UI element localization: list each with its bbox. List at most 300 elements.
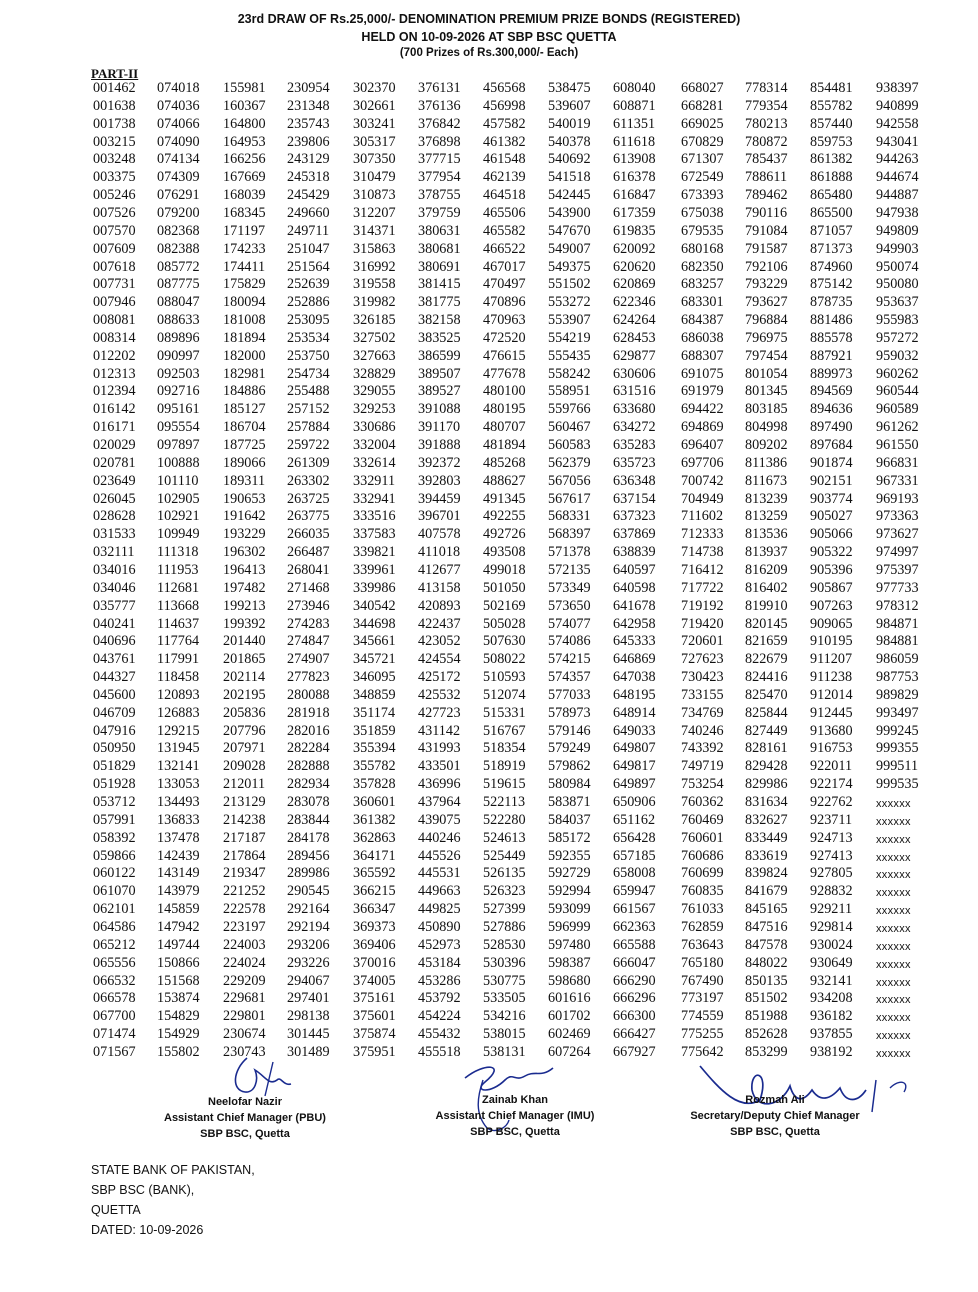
bond-number: 628453	[613, 329, 656, 346]
bond-number: 332614	[353, 454, 396, 471]
bond-number: 488627	[483, 472, 526, 489]
bond-number: 957272	[876, 329, 919, 346]
bond-number: 505028	[483, 615, 526, 632]
bond-number: 277823	[287, 669, 330, 686]
bond-number: 007731	[93, 276, 136, 293]
bond-number: 369373	[353, 918, 396, 935]
bond-number: 008314	[93, 329, 136, 346]
bond-number: 433501	[418, 758, 461, 775]
bond-number: 907263	[810, 597, 853, 614]
bond-number: 640598	[613, 579, 656, 596]
bond-number: 607264	[548, 1043, 591, 1060]
bond-number: 348859	[353, 686, 396, 703]
bond-number: 061070	[93, 883, 136, 900]
bond-number: 577033	[548, 686, 591, 703]
bond-number: 894569	[810, 383, 853, 400]
bond-number: 439075	[418, 811, 461, 828]
bond-number: 686038	[681, 329, 724, 346]
bond-number: 763643	[681, 936, 724, 953]
bond-number: 257884	[287, 419, 330, 436]
bond-number: 638839	[613, 544, 656, 561]
bond-number: 143149	[157, 865, 200, 882]
bond-number: 391888	[418, 437, 461, 453]
bond-number: 499018	[483, 561, 526, 578]
bond-number: 984871	[876, 615, 919, 632]
bond-number: 852628	[745, 1026, 788, 1043]
bond-number: 243129	[287, 151, 330, 168]
bond-number: 973363	[876, 508, 919, 525]
bond-number: 911238	[810, 669, 853, 686]
bond-number: 774559	[681, 1008, 724, 1025]
bond-number: 184886	[223, 383, 266, 400]
bond-number: 572135	[548, 561, 591, 578]
bond-number: 796884	[745, 312, 788, 329]
bond-number: 515331	[483, 704, 526, 721]
bond-number: 251047	[287, 240, 330, 257]
bond-number: 791587	[745, 240, 788, 257]
bond-number: 624264	[613, 312, 656, 329]
prize-description: (700 Prizes of Rs.300,000/- Each)	[399, 47, 579, 59]
bond-number: 553907	[548, 312, 591, 329]
bond-number: 534216	[483, 1008, 526, 1025]
bond-number: 905396	[810, 561, 853, 578]
bond-number: 637154	[613, 490, 656, 507]
bond-number: 191642	[223, 508, 266, 525]
bond-number: 543900	[548, 204, 591, 221]
bond-number: 558951	[548, 383, 591, 400]
bond-number: 155802	[157, 1043, 200, 1060]
bond-number: 821659	[745, 633, 788, 650]
bond-number: 583871	[548, 794, 591, 810]
bond-number: 977733	[876, 579, 919, 596]
bond-number: 328829	[353, 365, 396, 382]
bond-number: 559766	[548, 401, 591, 418]
bond-number: 431993	[418, 740, 461, 757]
bond-number: 673393	[681, 187, 724, 204]
bond-number: 833619	[745, 847, 788, 864]
bond-number: 154929	[157, 1026, 200, 1043]
bond-number: 961262	[876, 419, 919, 436]
bond-number: 542445	[548, 187, 591, 204]
bond-number: xxxxxx	[876, 869, 911, 882]
bond-number: 040696	[93, 633, 136, 650]
bond-number: 668027	[681, 80, 724, 96]
footer-date: DATED: 10-09-2026	[91, 1223, 204, 1237]
bond-number: 562379	[548, 454, 591, 471]
bond-number: 376136	[418, 97, 461, 114]
bond-number: 160367	[223, 97, 266, 114]
bond-number: 189066	[223, 454, 266, 471]
bond-number: 927805	[810, 865, 853, 882]
bond-number: 584037	[548, 811, 591, 828]
bond-number: 196302	[223, 544, 266, 561]
bond-number: 007526	[93, 204, 136, 221]
bond-number: 598387	[548, 954, 591, 971]
bond-number: 462139	[483, 169, 526, 186]
bond-number: 202114	[223, 669, 266, 686]
bond-number: 683257	[681, 276, 724, 293]
bond-number: 186704	[223, 419, 266, 436]
bond-number: 229681	[223, 990, 266, 1007]
bond-number: 164953	[223, 133, 266, 150]
bond-number: 961550	[876, 437, 919, 453]
bond-number: 282934	[287, 776, 330, 793]
bond-number: 847516	[745, 918, 788, 935]
bond-number: 804998	[745, 419, 788, 436]
bond-number: 937855	[810, 1026, 853, 1043]
bond-number: 470963	[483, 312, 526, 329]
bond-number: 012202	[93, 347, 136, 364]
bond-number: 760601	[681, 829, 724, 846]
bond-number: 457582	[483, 115, 526, 132]
bond-number: 608040	[613, 80, 656, 96]
bond-number: 327502	[353, 329, 396, 346]
bond-number: 001638	[93, 97, 136, 114]
bond-number: 850135	[745, 972, 788, 989]
bond-number: 134493	[157, 794, 200, 810]
bond-number: 294067	[287, 972, 330, 989]
bond-number: 480707	[483, 419, 526, 436]
bond-number: 396701	[418, 508, 461, 525]
bond-number: 666290	[613, 972, 656, 989]
bond-number: 897684	[810, 437, 853, 453]
bond-number: 129215	[157, 722, 200, 739]
bond-number: 825470	[745, 686, 788, 703]
bond-number: 922174	[810, 776, 853, 793]
bond-number: 717722	[681, 579, 724, 596]
bond-number: 411018	[418, 544, 461, 561]
bond-number: 412677	[418, 561, 461, 578]
bond-number: 058392	[93, 829, 136, 846]
bond-number: 377715	[418, 151, 461, 168]
bond-number: 281918	[287, 704, 330, 721]
bond-number: 502169	[483, 597, 526, 614]
bond-number: 761033	[681, 901, 724, 918]
bond-number: 540692	[548, 151, 591, 168]
bond-number: 392372	[418, 454, 461, 471]
bond-number: 282016	[287, 722, 330, 739]
bond-number: 555435	[548, 347, 591, 364]
bond-number: 235743	[287, 115, 330, 132]
bond-number: 381775	[418, 294, 461, 311]
bond-number: 512074	[483, 686, 526, 703]
bond-number: 950074	[876, 258, 919, 275]
bond-number: 050950	[93, 740, 136, 757]
bond-number: 712333	[681, 526, 724, 543]
bond-number: 427723	[418, 704, 461, 721]
bond-number: 749719	[681, 758, 724, 775]
bond-number: 181008	[223, 312, 266, 329]
bond-number: 174233	[223, 240, 266, 257]
bond-number: 224003	[223, 936, 266, 953]
bond-number: 284178	[287, 829, 330, 846]
bond-number: 765180	[681, 954, 724, 971]
bond-number: 912445	[810, 704, 853, 721]
bond-number: 111318	[157, 544, 199, 561]
bond-number: 477678	[483, 365, 526, 382]
bond-number: 229209	[223, 972, 266, 989]
bond-number: 193229	[223, 526, 266, 543]
bond-number: 661567	[613, 901, 656, 918]
bond-number: 938192	[810, 1043, 853, 1060]
bond-number: 993497	[876, 704, 919, 721]
bond-number: 762859	[681, 918, 724, 935]
bond-number: 950080	[876, 276, 919, 293]
bond-number: 816209	[745, 561, 788, 578]
bond-number: 307350	[353, 151, 396, 168]
bond-number: xxxxxx	[876, 1012, 911, 1025]
bond-number: 716412	[681, 561, 724, 578]
bond-number: 611351	[613, 115, 656, 132]
bond-number: 377954	[418, 169, 461, 186]
bond-number: 944263	[876, 151, 919, 168]
bond-number: 166256	[223, 151, 266, 168]
bond-number: 616847	[613, 187, 656, 204]
bond-number: 292164	[287, 901, 330, 918]
bond-number: 375161	[353, 990, 396, 1007]
bond-number: 221252	[223, 883, 266, 900]
bond-number: 151568	[157, 972, 200, 989]
bond-number: 379759	[418, 204, 461, 221]
bond-number: 922011	[810, 758, 853, 775]
bond-number: 959032	[876, 347, 919, 364]
bond-number: 361382	[353, 811, 396, 828]
bond-number: 449663	[418, 883, 461, 900]
bond-number: 519615	[483, 776, 526, 793]
bond-number: 902151	[810, 472, 853, 489]
bond-number: 648195	[613, 686, 656, 703]
bond-number: 164800	[223, 115, 266, 132]
bond-number: 035777	[93, 597, 136, 614]
bond-number: 541518	[548, 169, 591, 186]
bond-number: 374005	[353, 972, 396, 989]
bond-number: 062101	[93, 901, 136, 918]
bond-number: 339986	[353, 579, 396, 596]
bond-number: 082388	[157, 240, 200, 257]
bond-number: 601616	[548, 990, 591, 1007]
bond-number: 568397	[548, 526, 591, 543]
bond-number: 649033	[613, 722, 656, 739]
bond-number: 592355	[548, 847, 591, 864]
issuer-footer	[91, 1160, 255, 1240]
bond-number: 944887	[876, 187, 919, 204]
bond-number: 778314	[745, 80, 788, 96]
bond-number: 760835	[681, 883, 724, 900]
bond-number: 254734	[287, 365, 330, 382]
signatory-3-title: Secretary/Deputy Chief Manager	[690, 1110, 860, 1122]
footer-bank-name: STATE BANK OF PAKISTAN,	[91, 1163, 255, 1177]
bond-number: 999245	[876, 722, 919, 739]
bond-number: 960589	[876, 401, 919, 418]
bond-number: 282284	[287, 740, 330, 757]
bond-number: 924713	[810, 829, 853, 846]
bond-number: 280088	[287, 686, 330, 703]
bond-number: 365592	[353, 865, 396, 882]
bond-number: 859753	[810, 133, 853, 150]
bond-number: 345661	[353, 633, 396, 650]
bond-number: 944674	[876, 169, 919, 186]
bond-number: 305317	[353, 133, 396, 150]
bond-number: 793229	[745, 276, 788, 293]
bond-number: 087775	[157, 276, 200, 293]
bond-number: 351859	[353, 722, 396, 739]
bond-number: 453184	[418, 954, 461, 971]
bond-number: 145859	[157, 901, 200, 918]
bond-number: 330686	[353, 419, 396, 436]
bond-number: 853299	[745, 1043, 788, 1060]
bond-number: 466522	[483, 240, 526, 257]
bond-number: 464518	[483, 187, 526, 204]
bond-number: 558242	[548, 365, 591, 382]
bond-number: 310479	[353, 169, 396, 186]
bond-number: 841679	[745, 883, 788, 900]
bond-number: 878735	[810, 294, 853, 311]
bond-number: 811386	[745, 454, 788, 471]
bond-number: 095554	[157, 419, 200, 436]
bond-number: 455432	[418, 1026, 461, 1043]
bond-number: 375951	[353, 1043, 396, 1060]
bond-number: 538475	[548, 80, 591, 96]
signature-1-mark	[225, 1050, 300, 1100]
bond-number: 332004	[353, 437, 396, 453]
bond-number: 540378	[548, 133, 591, 150]
bond-number: 525449	[483, 847, 526, 864]
bond-number: 182981	[223, 365, 266, 382]
bond-number: 132141	[157, 758, 200, 775]
bond-number: 942558	[876, 115, 919, 132]
bond-number: 813239	[745, 490, 788, 507]
bond-number: 366215	[353, 883, 396, 900]
bond-number: 100888	[157, 454, 200, 471]
bond-number: 057991	[93, 811, 136, 828]
bond-number: 133053	[157, 776, 200, 793]
bond-number: xxxxxx	[876, 994, 911, 1007]
bond-number: 274847	[287, 633, 330, 650]
bond-number: 492726	[483, 526, 526, 543]
bond-number: 472520	[483, 329, 526, 346]
bond-number: 666300	[613, 1008, 656, 1025]
bond-number: 312207	[353, 204, 396, 221]
bond-number: 436996	[418, 776, 461, 793]
bond-number: 362863	[353, 829, 396, 846]
bond-number: 553272	[548, 294, 591, 311]
bond-number: 101110	[157, 472, 199, 489]
bond-number: 797454	[745, 347, 788, 364]
bond-number: 647038	[613, 669, 656, 686]
bond-number: 259722	[287, 437, 330, 453]
bond-number: 249660	[287, 204, 330, 221]
bond-number: 209028	[223, 758, 266, 775]
bond-number: 476615	[483, 347, 526, 364]
signatory-2-title: Assistant Chief Manager (IMU)	[435, 1110, 595, 1122]
bond-number: 088047	[157, 294, 200, 311]
bond-number: 801054	[745, 365, 788, 382]
bond-number: 155981	[223, 80, 266, 96]
bond-number: 671307	[681, 151, 724, 168]
bond-number: 150866	[157, 954, 200, 971]
bond-number: 167669	[223, 169, 266, 186]
bond-number: 213129	[223, 794, 266, 810]
bond-number: 516767	[483, 722, 526, 739]
bond-number: 986059	[876, 651, 919, 668]
bond-number: 579146	[548, 722, 591, 739]
bond-number: 711602	[681, 508, 724, 525]
bond-number: 580984	[548, 776, 591, 793]
bond-number: 112681	[157, 579, 200, 596]
bond-number: 059866	[93, 847, 136, 864]
bond-number: 274283	[287, 615, 330, 632]
bond-number: xxxxxx	[876, 1030, 911, 1043]
bond-number: 592994	[548, 883, 591, 900]
bond-number: 636348	[613, 472, 656, 489]
bond-number: 666296	[613, 990, 656, 1007]
bond-number: 865500	[810, 204, 853, 221]
bond-number: 126883	[157, 704, 200, 721]
bond-number: 668281	[681, 97, 724, 114]
bond-number: xxxxxx	[876, 940, 911, 953]
bond-number: 801345	[745, 383, 788, 400]
bond-number: 337583	[353, 526, 396, 543]
bond-number: 539607	[548, 97, 591, 114]
bond-number: 303241	[353, 115, 396, 132]
bond-number: 683301	[681, 294, 724, 311]
bond-number: 391170	[418, 419, 461, 436]
bond-number: 316992	[353, 258, 396, 275]
bond-number: 229801	[223, 1008, 266, 1025]
bond-number: 231348	[287, 97, 330, 114]
bond-number: 357828	[353, 776, 396, 793]
bond-number: 456998	[483, 97, 526, 114]
bond-number: 003215	[93, 133, 136, 150]
bond-number: 031533	[93, 526, 136, 543]
bond-number: 026045	[93, 490, 136, 507]
bond-number: 682350	[681, 258, 724, 275]
bond-number: 060122	[93, 865, 136, 882]
bond-number: 791084	[745, 222, 788, 239]
bond-number: 943041	[876, 133, 919, 150]
bond-number: 375874	[353, 1026, 396, 1043]
bond-number: 333516	[353, 508, 396, 525]
bond-number: 813937	[745, 544, 788, 561]
part-label: PART-II	[91, 66, 139, 81]
bond-number: 700742	[681, 472, 724, 489]
bond-number: 040241	[93, 615, 136, 632]
bond-number: 932141	[810, 972, 853, 989]
bond-number: 003248	[93, 151, 136, 168]
bond-number: 975397	[876, 561, 919, 578]
bond-number: 881486	[810, 312, 853, 329]
bond-number: 973627	[876, 526, 919, 543]
bond-number: 522280	[483, 811, 526, 828]
bond-number: 147942	[157, 918, 200, 935]
bond-number: 189311	[223, 472, 266, 489]
bond-number: 953637	[876, 294, 919, 311]
bond-number: 573349	[548, 579, 591, 596]
bond-number: 480195	[483, 401, 526, 418]
bond-number: 978312	[876, 597, 919, 614]
bond-number: 916753	[810, 740, 853, 757]
bond-number: 047916	[93, 722, 136, 739]
bond-number: 369406	[353, 936, 396, 953]
bond-number: 283078	[287, 794, 330, 810]
bond-number: 827449	[745, 722, 788, 739]
bond-number: 911207	[810, 651, 853, 668]
bond-number: 984881	[876, 633, 919, 650]
bond-number: 848022	[745, 954, 788, 971]
signatory-2-name: Zainab Khan	[481, 1094, 548, 1106]
bond-number: 074018	[157, 80, 200, 96]
bond-number: 743392	[681, 740, 724, 757]
